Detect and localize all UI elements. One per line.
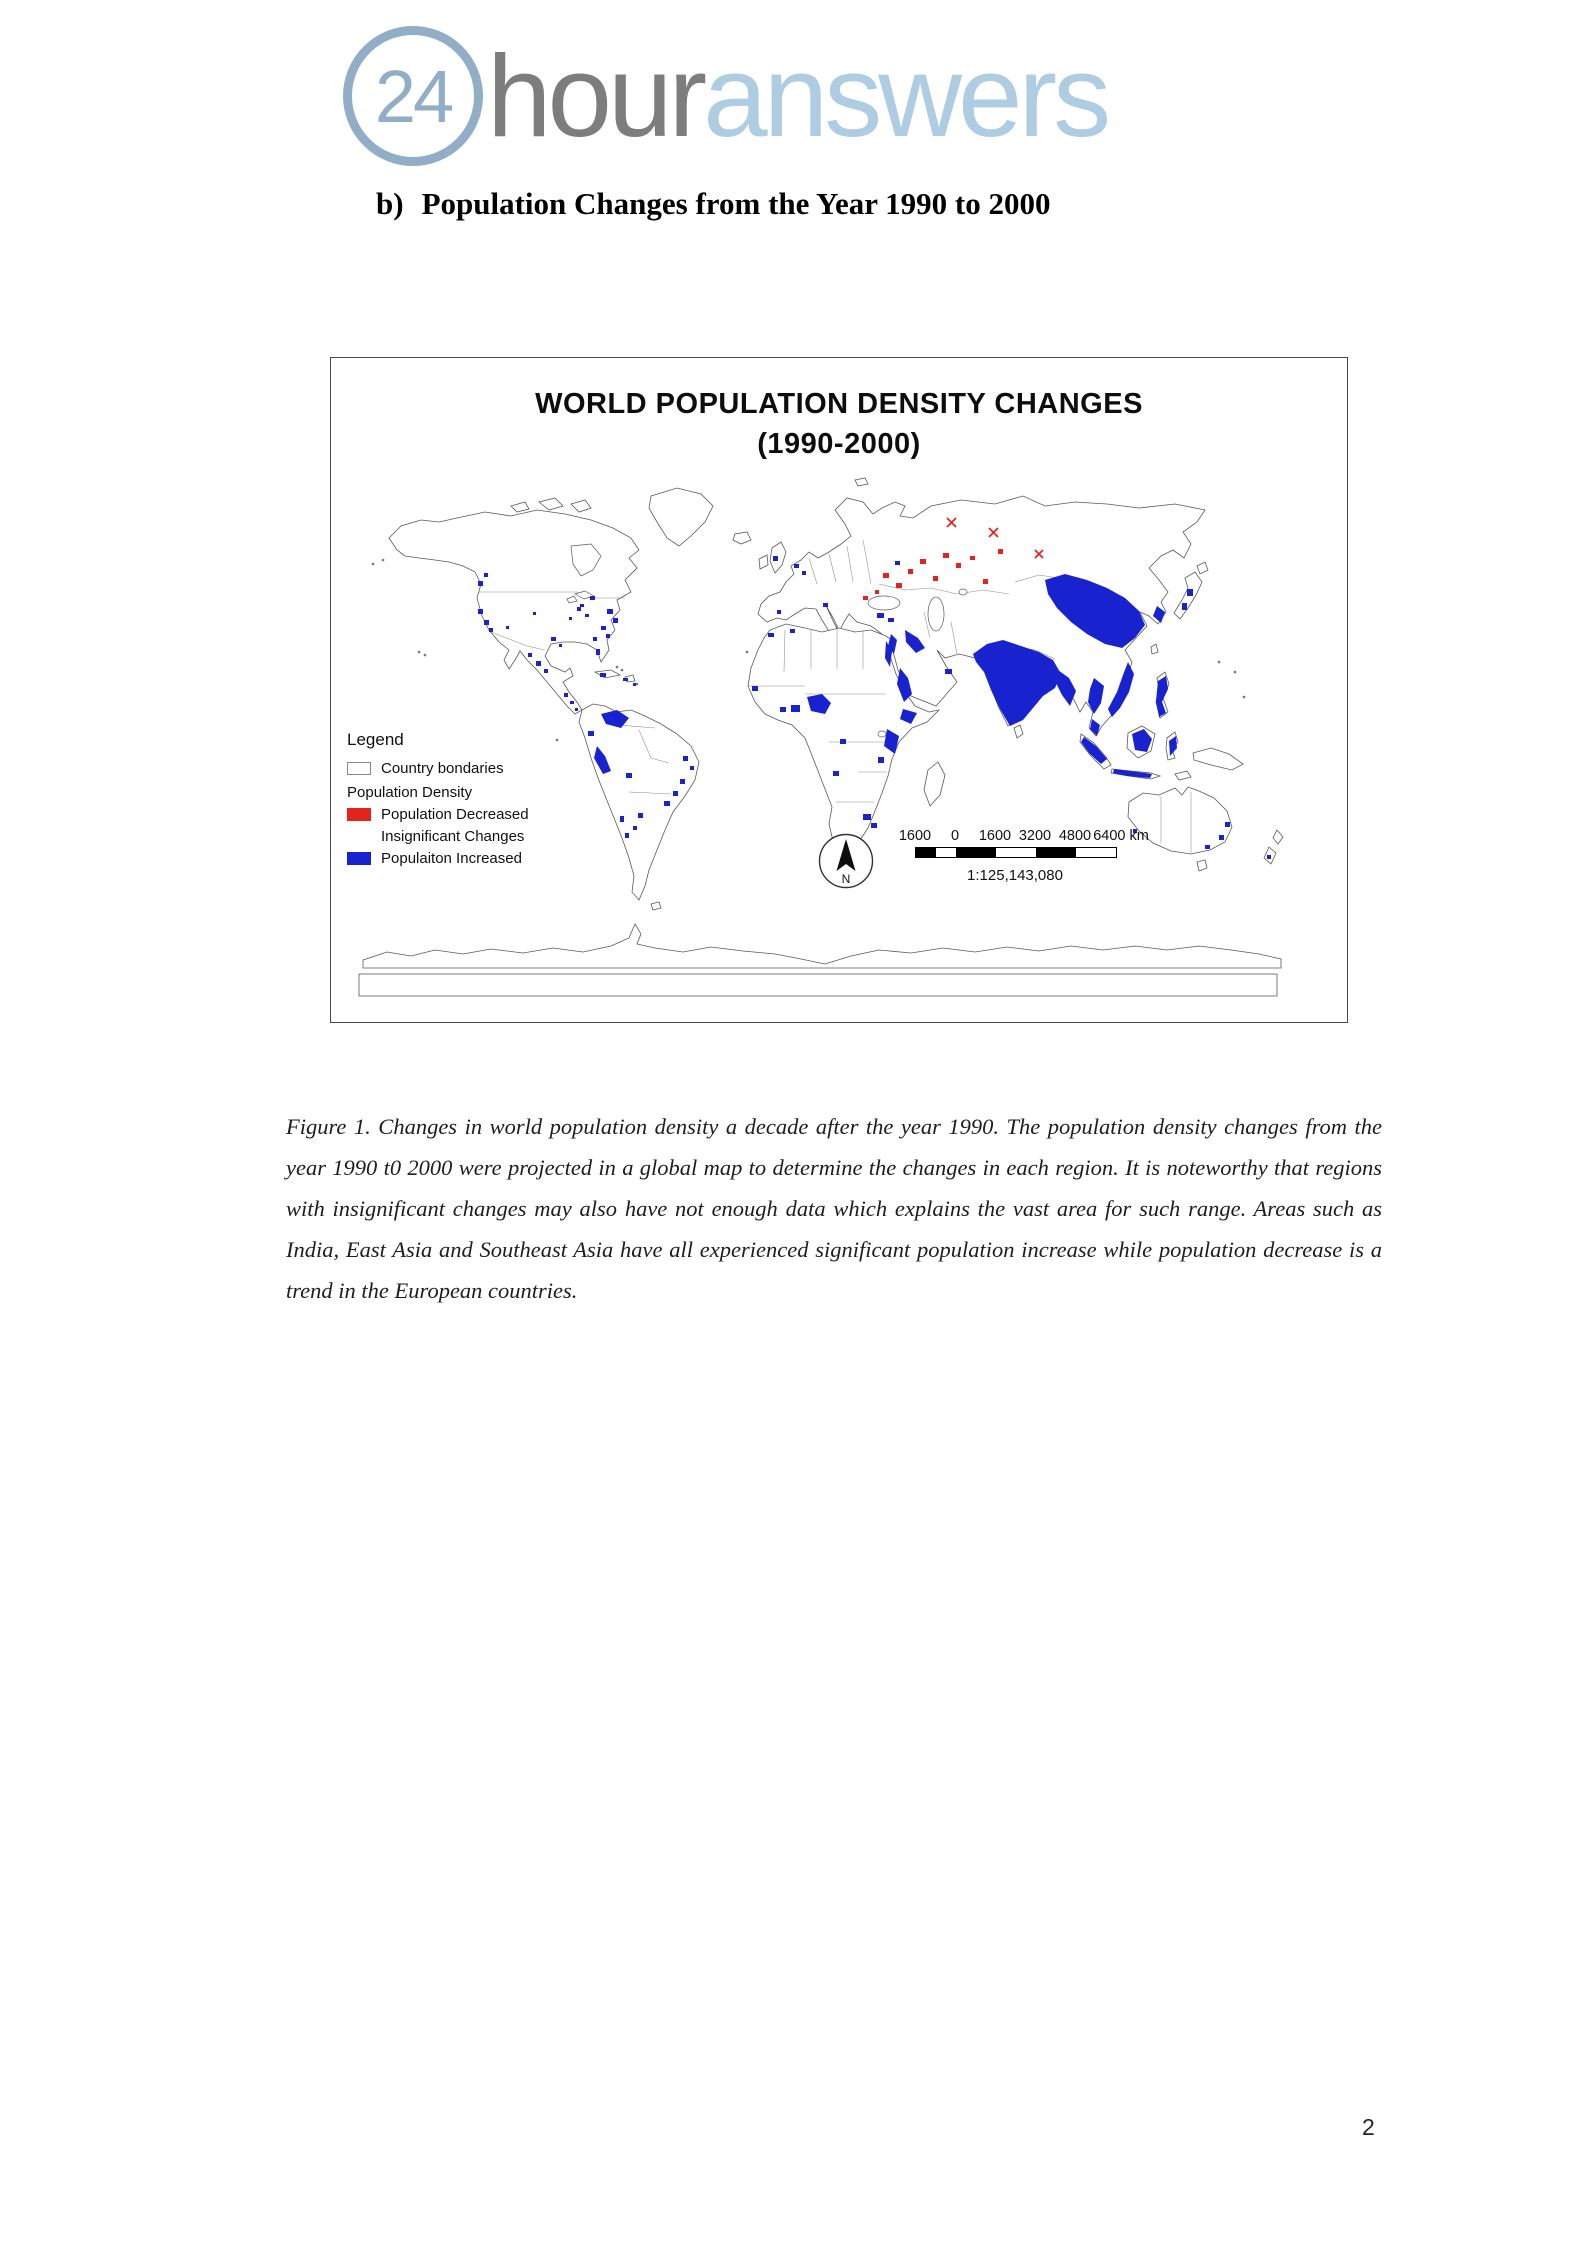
logo-hour-text: hour: [487, 31, 704, 161]
legend-title: Legend: [347, 730, 404, 749]
figure-1-map-frame: [330, 357, 1348, 1023]
scale-bar-graphic: [915, 847, 1117, 858]
page-number: 2: [1362, 2114, 1375, 2140]
legend-item-decreased: [347, 806, 529, 823]
logo-24-text: 24: [374, 54, 452, 138]
increased-color-swatch: [347, 852, 371, 865]
legend-country-boundaries-label: Country bondaries: [381, 760, 504, 777]
decreased-color-swatch: [347, 808, 371, 821]
legend-item-country-boundaries: [347, 760, 529, 777]
north-label: N: [841, 872, 851, 886]
map-legend: [347, 730, 529, 872]
logo: [343, 26, 1107, 166]
scale-tick: 4800: [1058, 828, 1092, 844]
scale-tick-labels: [898, 828, 1149, 847]
legend-decreased-label: Population Decreased: [381, 806, 529, 823]
map-title-line2: (1990-2000): [757, 428, 921, 460]
legend-insignificant-label: Insignificant Changes: [381, 828, 525, 845]
north-arrow: [817, 832, 875, 890]
scale-segment: [916, 848, 936, 857]
scale-tick: 3200: [1018, 828, 1052, 844]
scale-tick: 1600: [898, 828, 932, 844]
scale-tick: 6400 km: [1093, 828, 1149, 844]
logo-wordmark: [487, 31, 1108, 161]
figure-caption: Figure 1. Changes in world population density a decade after the year 1990. The population density changes from the year 1990 t0 2000 were projected in a global map to determine the changes in each region. It is noteworthy that regions with insignificant changes may also have not enough data which explains the vast area for such range. Areas such as India, East Asia and Southeast Asia have all experienced significant population increase while population decrease is a trend in the European countries.: [286, 1114, 1382, 1303]
scale-segment: [1076, 848, 1116, 857]
scale-segment: [996, 848, 1036, 857]
legend-item-insignificant: [381, 828, 529, 845]
legend-increased-label: Populaiton Increased: [381, 850, 522, 867]
scale-segment: [1036, 848, 1076, 857]
scale-segment: [936, 848, 956, 857]
section-heading: [376, 186, 1050, 222]
map-title: [331, 384, 1347, 464]
logo-answers-text: answers: [703, 31, 1108, 161]
scale-bar: [898, 828, 1149, 884]
scale-ratio: 1:125,143,080: [967, 867, 1063, 884]
scale-tick: 1600: [978, 828, 1012, 844]
country-boundary-swatch: [347, 762, 371, 775]
map-title-line1: WORLD POPULATION DENSITY CHANGES: [535, 388, 1143, 420]
scale-segment: [956, 848, 996, 857]
section-heading-text: Population Changes from the Year 1990 to 2000: [421, 186, 1051, 221]
logo-24-circle: [343, 26, 483, 166]
legend-item-increased: [347, 850, 529, 867]
legend-density-title: Population Density: [347, 784, 473, 801]
section-heading-label: b): [376, 186, 404, 221]
scale-tick: 0: [950, 828, 960, 844]
